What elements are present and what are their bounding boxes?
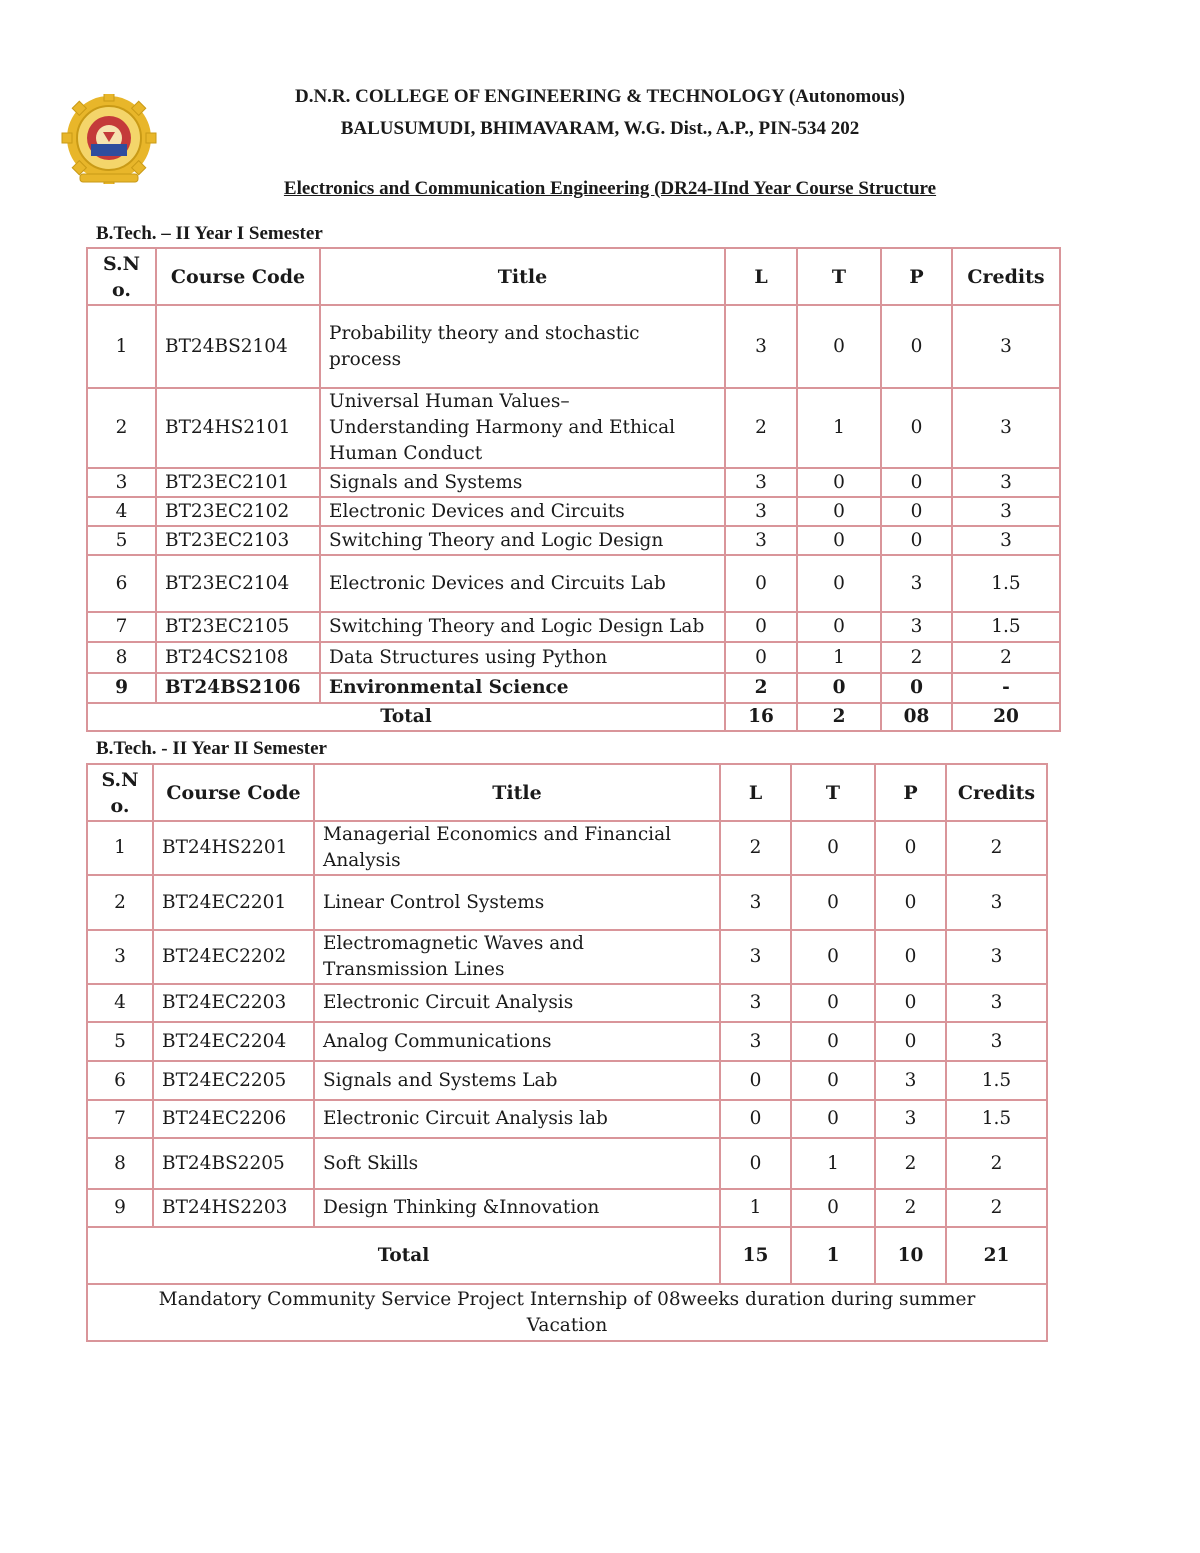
table-row — [87, 1022, 1047, 1061]
cell-credits: 3 — [946, 875, 1047, 930]
col-p: P — [881, 248, 952, 305]
cell-t: 1 — [797, 642, 881, 673]
cell-l: 0 — [720, 1061, 791, 1100]
cell-l: 2 — [725, 388, 797, 468]
cell-t: 0 — [797, 612, 881, 642]
institution-name: D.N.R. COLLEGE OF ENGINEERING & TECHNOLOGY (Autonomous) — [294, 86, 905, 107]
total-row — [87, 1227, 1047, 1284]
table-row — [87, 930, 1047, 984]
cell-credits: 2 — [946, 821, 1047, 875]
cell-l: 3 — [725, 526, 797, 555]
col-title: Title — [314, 764, 720, 821]
cell-p: 0 — [881, 497, 952, 526]
cell-title: Probability theory and stochastic process — [320, 305, 725, 388]
col-sno: S.N o. — [87, 248, 156, 305]
table-row — [87, 555, 1060, 612]
cell-title: Managerial Economics and Financial Analysis — [314, 821, 720, 875]
cell-credits: 2 — [946, 1189, 1047, 1227]
total-l: 15 — [720, 1227, 791, 1284]
table-row — [87, 388, 1060, 468]
internship-note: Mandatory Community Service Project Internship of 08weeks duration during summer Vacation — [87, 1284, 1047, 1341]
cell-t: 0 — [791, 1061, 875, 1100]
cell-title: Environmental Science — [320, 673, 725, 703]
table-row — [87, 642, 1060, 673]
cell-credits: 3 — [952, 526, 1060, 555]
cell-p: 0 — [881, 388, 952, 468]
cell-l: 0 — [725, 555, 797, 612]
cell-sno: 8 — [87, 1138, 153, 1189]
cell-t: 0 — [791, 875, 875, 930]
cell-title: Electronic Devices and Circuits Lab — [320, 555, 725, 612]
cell-l: 3 — [725, 497, 797, 526]
cell-title: Data Structures using Python — [320, 642, 725, 673]
cell-title: Switching Theory and Logic Design Lab — [320, 612, 725, 642]
cell-course-code: BT23EC2104 — [156, 555, 320, 612]
col-credits: Credits — [946, 764, 1047, 821]
cell-t: 0 — [797, 497, 881, 526]
institution-address: BALUSUMUDI, BHIMAVARAM, W.G. Dist., A.P., PIN-534 202 — [340, 118, 860, 139]
cell-title: Signals and Systems Lab — [314, 1061, 720, 1100]
cell-course-code: BT24HS2101 — [156, 388, 320, 468]
cell-credits: 1.5 — [946, 1100, 1047, 1138]
cell-p: 2 — [881, 642, 952, 673]
col-p: P — [875, 764, 946, 821]
cell-credits: 2 — [946, 1138, 1047, 1189]
cell-course-code: BT24CS2108 — [156, 642, 320, 673]
semester1-title: B.Tech. – II Year I Semester — [96, 223, 323, 244]
cell-sno: 5 — [87, 1022, 153, 1061]
cell-t: 0 — [791, 821, 875, 875]
cell-p: 3 — [875, 1100, 946, 1138]
cell-l: 3 — [720, 875, 791, 930]
semester1-table — [86, 247, 1061, 732]
col-l: L — [725, 248, 797, 305]
cell-title: Electromagnetic Waves and Transmission Lines — [314, 930, 720, 984]
cell-credits: 3 — [952, 305, 1060, 388]
cell-t: 1 — [791, 1138, 875, 1189]
col-course-code: Course Code — [156, 248, 320, 305]
cell-sno: 4 — [87, 497, 156, 526]
cell-p: 0 — [875, 875, 946, 930]
cell-course-code: BT23EC2103 — [156, 526, 320, 555]
cell-credits: 1.5 — [946, 1061, 1047, 1100]
cell-l: 2 — [720, 821, 791, 875]
cell-p: 0 — [875, 1022, 946, 1061]
cell-t: 0 — [797, 305, 881, 388]
cell-sno: 4 — [87, 984, 153, 1022]
table-header-row — [87, 764, 1047, 821]
total-p: 10 — [875, 1227, 946, 1284]
cell-sno: 8 — [87, 642, 156, 673]
total-t: 2 — [797, 703, 881, 731]
cell-l: 0 — [725, 612, 797, 642]
cell-t: 0 — [791, 984, 875, 1022]
total-credits: 21 — [946, 1227, 1047, 1284]
col-t: T — [791, 764, 875, 821]
cell-sno: 9 — [87, 1189, 153, 1227]
col-l: L — [720, 764, 791, 821]
cell-credits: - — [952, 673, 1060, 703]
table-row — [87, 305, 1060, 388]
cell-course-code: BT24EC2205 — [153, 1061, 314, 1100]
cell-t: 0 — [791, 930, 875, 984]
cell-credits: 3 — [952, 497, 1060, 526]
cell-p: 2 — [875, 1138, 946, 1189]
cell-l: 3 — [725, 468, 797, 497]
cell-p: 3 — [881, 555, 952, 612]
table-row — [87, 1138, 1047, 1189]
table-row — [87, 526, 1060, 555]
table-row — [87, 468, 1060, 497]
col-credits: Credits — [952, 248, 1060, 305]
cell-sno: 6 — [87, 1061, 153, 1100]
cell-credits: 3 — [946, 1022, 1047, 1061]
cell-title: Electronic Devices and Circuits — [320, 497, 725, 526]
cell-p: 0 — [875, 984, 946, 1022]
total-label: Total — [87, 703, 725, 731]
cell-p: 0 — [875, 930, 946, 984]
cell-course-code: BT24BS2104 — [156, 305, 320, 388]
cell-course-code: BT24HS2203 — [153, 1189, 314, 1227]
cell-t: 0 — [791, 1100, 875, 1138]
cell-p: 0 — [881, 305, 952, 388]
cell-l: 0 — [725, 642, 797, 673]
table-row — [87, 497, 1060, 526]
cell-course-code: BT24EC2204 — [153, 1022, 314, 1061]
cell-title: Universal Human Values– Understanding Harmony and Ethical Human Conduct — [320, 388, 725, 468]
cell-p: 0 — [881, 673, 952, 703]
cell-sno: 7 — [87, 612, 156, 642]
table-row — [87, 1100, 1047, 1138]
cell-t: 1 — [797, 388, 881, 468]
cell-l: 3 — [725, 305, 797, 388]
college-emblem-icon — [52, 94, 166, 184]
cell-course-code: BT24EC2203 — [153, 984, 314, 1022]
cell-course-code: BT24EC2206 — [153, 1100, 314, 1138]
cell-course-code: BT23EC2101 — [156, 468, 320, 497]
cell-credits: 1.5 — [952, 555, 1060, 612]
cell-l: 3 — [720, 984, 791, 1022]
semester2-title: B.Tech. - II Year II Semester — [96, 738, 327, 759]
cell-t: 0 — [791, 1022, 875, 1061]
col-t: T — [797, 248, 881, 305]
cell-course-code: BT24BS2106 — [156, 673, 320, 703]
cell-sno: 3 — [87, 468, 156, 497]
table-header-row — [87, 248, 1060, 305]
cell-sno: 3 — [87, 930, 153, 984]
total-p: 08 — [881, 703, 952, 731]
cell-credits: 3 — [946, 984, 1047, 1022]
cell-title: Linear Control Systems — [314, 875, 720, 930]
cell-title: Electronic Circuit Analysis — [314, 984, 720, 1022]
cell-l: 3 — [720, 930, 791, 984]
cell-credits: 3 — [952, 468, 1060, 497]
cell-sno: 2 — [87, 388, 156, 468]
total-label: Total — [87, 1227, 720, 1284]
cell-sno: 6 — [87, 555, 156, 612]
cell-sno: 5 — [87, 526, 156, 555]
cell-title: Switching Theory and Logic Design — [320, 526, 725, 555]
cell-p: 0 — [881, 468, 952, 497]
table-row — [87, 821, 1047, 875]
cell-title: Electronic Circuit Analysis lab — [314, 1100, 720, 1138]
cell-p: 3 — [881, 612, 952, 642]
cell-credits: 2 — [952, 642, 1060, 673]
table-row — [87, 875, 1047, 930]
cell-l: 1 — [720, 1189, 791, 1227]
cell-sno: 9 — [87, 673, 156, 703]
cell-t: 0 — [797, 673, 881, 703]
cell-course-code: BT23EC2105 — [156, 612, 320, 642]
cell-l: 2 — [725, 673, 797, 703]
cell-title: Analog Communications — [314, 1022, 720, 1061]
cell-title: Design Thinking &Innovation — [314, 1189, 720, 1227]
cell-course-code: BT24HS2201 — [153, 821, 314, 875]
cell-course-code: BT24BS2205 — [153, 1138, 314, 1189]
cell-sno: 1 — [87, 821, 153, 875]
cell-course-code: BT24EC2202 — [153, 930, 314, 984]
table-row — [87, 673, 1060, 703]
table-row — [87, 1061, 1047, 1100]
table-row — [87, 612, 1060, 642]
cell-title: Soft Skills — [314, 1138, 720, 1189]
cell-p: 0 — [881, 526, 952, 555]
total-row — [87, 703, 1060, 731]
semester2-table — [86, 763, 1048, 1342]
cell-t: 0 — [797, 468, 881, 497]
cell-sno: 7 — [87, 1100, 153, 1138]
col-course-code: Course Code — [153, 764, 314, 821]
cell-t: 0 — [797, 555, 881, 612]
cell-course-code: BT23EC2102 — [156, 497, 320, 526]
cell-l: 3 — [720, 1022, 791, 1061]
table-row — [87, 984, 1047, 1022]
cell-sno: 1 — [87, 305, 156, 388]
cell-credits: 1.5 — [952, 612, 1060, 642]
cell-l: 0 — [720, 1138, 791, 1189]
cell-sno: 2 — [87, 875, 153, 930]
cell-p: 2 — [875, 1189, 946, 1227]
cell-t: 0 — [791, 1189, 875, 1227]
total-l: 16 — [725, 703, 797, 731]
total-credits: 20 — [952, 703, 1060, 731]
note-row — [87, 1284, 1047, 1341]
cell-p: 3 — [875, 1061, 946, 1100]
cell-course-code: BT24EC2201 — [153, 875, 314, 930]
cell-t: 0 — [797, 526, 881, 555]
cell-credits: 3 — [952, 388, 1060, 468]
cell-credits: 3 — [946, 930, 1047, 984]
table-row — [87, 1189, 1047, 1227]
col-sno: S.N o. — [87, 764, 153, 821]
cell-title: Signals and Systems — [320, 468, 725, 497]
col-title: Title — [320, 248, 725, 305]
document-title: Electronics and Communication Engineering (DR24-IInd Year Course Structure — [283, 178, 937, 199]
total-t: 1 — [791, 1227, 875, 1284]
cell-p: 0 — [875, 821, 946, 875]
cell-l: 0 — [720, 1100, 791, 1138]
